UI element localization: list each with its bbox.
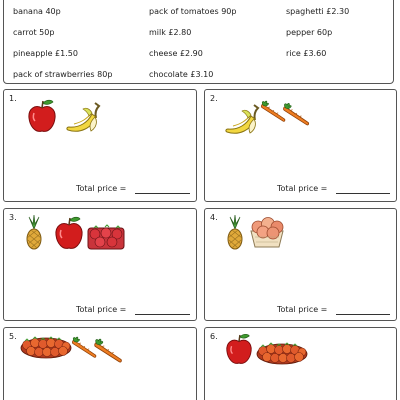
price-list — [3, 0, 394, 84]
banana-icon — [62, 100, 102, 136]
total-price-label: Total price = — [76, 184, 127, 193]
carrot-icon — [281, 102, 313, 128]
apple-icon — [27, 98, 57, 134]
price-item-chocolate: chocolate £3.10 — [149, 70, 214, 79]
price-item-carrot: carrot 50p — [13, 28, 55, 37]
answer-blank[interactable] — [135, 193, 190, 194]
question-number: 6. — [210, 332, 218, 341]
total-price-label: Total price = — [76, 305, 127, 314]
carrot-icon — [92, 338, 126, 365]
peach-basket-icon — [249, 215, 285, 249]
pineapple-icon — [24, 215, 44, 251]
question-card-4 — [204, 208, 397, 321]
price-item-rice: rice £3.60 — [286, 49, 327, 58]
question-number: 1. — [9, 94, 17, 103]
price-item-tomatoes: pack of tomatoes 90p — [149, 7, 237, 16]
question-card-6 — [204, 327, 397, 400]
price-item-spaghetti: spaghetti £2.30 — [286, 7, 350, 16]
total-price-label: Total price = — [277, 184, 328, 193]
answer-blank[interactable] — [336, 193, 390, 194]
question-number: 4. — [210, 213, 218, 222]
question-card-3 — [3, 208, 197, 321]
apple-icon — [54, 215, 84, 251]
price-item-pepper: pepper 60p — [286, 28, 333, 37]
price-item-cheese: cheese £2.90 — [149, 49, 203, 58]
question-card-5 — [3, 327, 197, 400]
banana-icon — [221, 102, 261, 138]
price-item-pineapple: pineapple £1.50 — [13, 49, 78, 58]
question-number: 3. — [9, 213, 17, 222]
apple-icon — [225, 332, 253, 366]
tomatoes-icon — [20, 334, 72, 360]
price-item-milk: milk £2.80 — [149, 28, 192, 37]
price-item-banana: banana 40p — [13, 7, 61, 16]
pineapple-icon — [225, 215, 245, 251]
answer-blank[interactable] — [336, 314, 390, 315]
question-number: 2. — [210, 94, 218, 103]
answer-blank[interactable] — [135, 314, 190, 315]
question-number: 5. — [9, 332, 17, 341]
price-item-strawberries: pack of strawberries 80p — [13, 70, 113, 79]
strawberries-icon — [86, 223, 126, 251]
question-card-1 — [3, 89, 197, 202]
total-price-label: Total price = — [277, 305, 328, 314]
question-card-2 — [204, 89, 397, 202]
tomatoes-icon — [256, 340, 308, 366]
